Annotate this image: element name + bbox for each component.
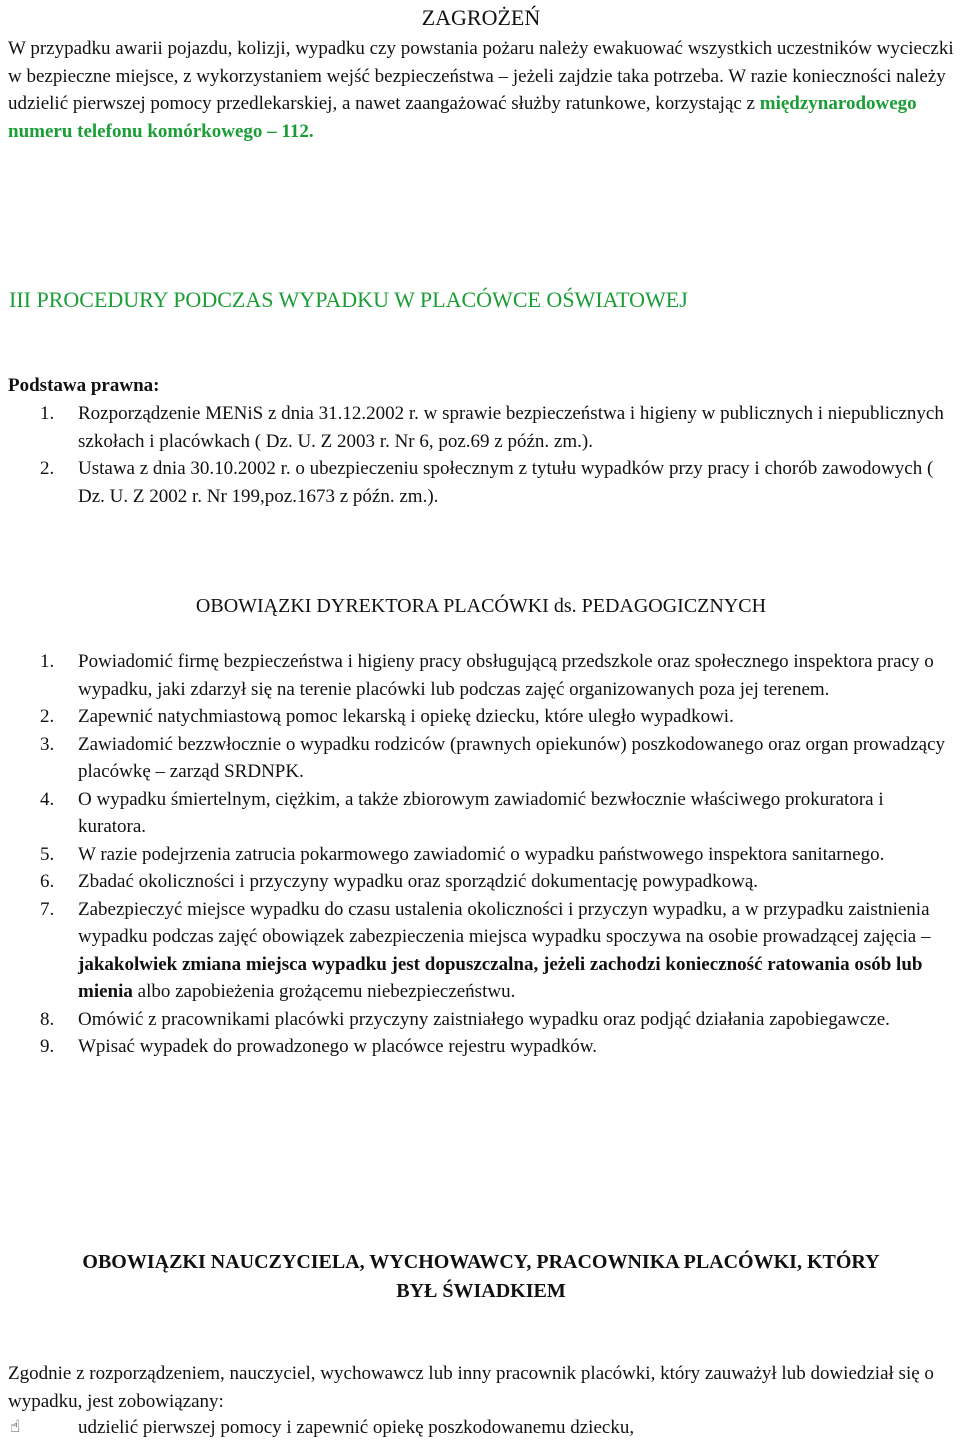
list-item bbox=[8, 1414, 954, 1442]
item-number: 5. bbox=[40, 843, 55, 865]
teacher-duties-heading bbox=[8, 1248, 954, 1306]
director-duties-list bbox=[8, 648, 954, 1061]
item-number: 2. bbox=[40, 458, 55, 479]
list-item bbox=[8, 400, 954, 455]
item-text-bold: jakakolwiek zmiana miejsca wypadku jest dopuszczalna, jeżeli zachodzi konieczność ratowania osób lub mienia bbox=[78, 953, 923, 1002]
item-text-post: albo zapobieżenia grożącemu niebezpieczeństwu. bbox=[132, 981, 516, 1002]
item-text: Powiadomić firmę bezpieczeństwa i higieny pracy obsługującą przedszkole oraz społecznego inspektora pracy o wypadku, jaki zdarzył się na terenie placówki lub podczas zajęć organizowanych poza jej terenem. bbox=[78, 651, 934, 700]
item-text: O wypadku śmiertelnym, ciężkim, a także zbiorowym zawiadomić bezwłocznie właściwego prokuratora i kuratora. bbox=[78, 788, 884, 837]
item-text-pre: Zabezpieczyć miejsce wypadku do czasu ustalenia okoliczności i przyczyn wypadku, a w przypadku zaistnienia wypadku podczas zajęć obowiązek zabezpieczenia miejsca wypadku spoczywa na osobie prowadzącej zajęcia – bbox=[78, 898, 931, 947]
top-heading: ZAGROŻEŃ bbox=[421, 5, 541, 30]
section-title: III PROCEDURY PODCZAS WYPADKU W PLACÓWCE OŚWIATOWEJ bbox=[9, 287, 688, 312]
item-number: 7. bbox=[40, 898, 55, 920]
item-number: 3. bbox=[40, 733, 55, 755]
item-number: 4. bbox=[40, 788, 55, 810]
list-item bbox=[8, 841, 954, 869]
list-item bbox=[8, 786, 954, 841]
list-item bbox=[8, 896, 954, 1006]
item-text: W razie podejrzenia zatrucia pokarmowego zawiadomić o wypadku państwowego inspektora sanitarnego. bbox=[78, 843, 885, 865]
teacher-duties-list bbox=[8, 1414, 954, 1442]
item-text: Zapewnić natychmiastową pomoc lekarską i opiekę dziecku, które uległo wypadkowi. bbox=[78, 706, 734, 727]
list-item bbox=[8, 455, 954, 510]
list-item bbox=[8, 731, 954, 786]
list-item bbox=[8, 648, 954, 703]
item-text: Omówić z pracownikami placówki przyczyny zaistniałego wypadku oraz podjąć działania zapobiegawcze. bbox=[78, 1008, 890, 1030]
item-number: 1. bbox=[40, 651, 55, 672]
item-text: Rozporządzenie MENiS z dnia 31.12.2002 r. w sprawie bezpieczeństwa i higieny w publicznych i niepublicznych szkołach i placówkach ( Dz. U. Z 2003 r. Nr 6, poz.69 z późn. zm.). bbox=[78, 403, 944, 452]
teacher-heading-line1: OBOWIĄZKI NAUCZYCIELA, WYCHOWAWCY, PRACOWNIKA PLACÓWKI, KTÓRY bbox=[82, 1251, 880, 1273]
item-number: 9. bbox=[40, 1036, 55, 1057]
pointing-hand-icon: ☝ bbox=[10, 1417, 21, 1437]
teacher-intro: Zgodnie z rozporządzeniem, nauczyciel, wychowawcz lub inny pracownik placówki, który zauważył lub dowiedział się o wypadku, jest zobowiązany: bbox=[8, 1363, 934, 1412]
director-duties-heading: OBOWIĄZKI DYREKTORA PLACÓWKI ds. PEDAGOGICZNYCH bbox=[195, 595, 767, 617]
item-text: Ustawa z dnia 30.10.2002 r. o ubezpieczeniu społecznym z tytułu wypadków przy pracy i chorób zawodowych ( Dz. U. Z 2002 r. Nr 199,poz.1673 z późn. zm.). bbox=[78, 458, 934, 507]
item-text: udzielić pierwszej pomocy i zapewnić opiekę poszkodowanemu dziecku, bbox=[78, 1417, 635, 1438]
legal-basis-list bbox=[8, 400, 954, 510]
list-item bbox=[8, 1033, 954, 1061]
item-text: Zawiadomić bezzwłocznie o wypadku rodziców (prawnych opiekunów) poszkodowanego oraz organ prowadzący placówkę – zarząd SRDNPK. bbox=[78, 733, 945, 782]
item-text: Wpisać wypadek do prowadzonego w placówce rejestru wypadków. bbox=[78, 1036, 597, 1057]
list-item bbox=[8, 1006, 954, 1034]
emergency-number-highlight: międzynarodowego numeru telefonu komórkowego – 112. bbox=[8, 93, 917, 142]
legal-basis-heading: Podstawa prawna: bbox=[8, 375, 160, 396]
intro-paragraph bbox=[8, 35, 954, 145]
list-item bbox=[8, 703, 954, 731]
item-number: 2. bbox=[40, 706, 55, 727]
item-number: 6. bbox=[40, 871, 55, 892]
item-number: 8. bbox=[40, 1008, 55, 1030]
item-text: Zbadać okoliczności i przyczyny wypadku oraz sporządzić dokumentację powypadkową. bbox=[78, 871, 759, 892]
item-number: 1. bbox=[40, 403, 55, 424]
teacher-heading-line2: BYŁ ŚWIADKIEM bbox=[396, 1280, 566, 1302]
list-item bbox=[8, 868, 954, 896]
intro-text: W przypadku awarii pojazdu, kolizji, wypadku czy powstania pożaru należy ewakuować wszystkich uczestników wycieczki w bezpieczne miejsce, z wykorzystaniem wejść bezpieczeństwa – jeżeli zajdzie taka potrzeba. W razie konieczności należy udzielić pierwszej pomocy przedlekarskiej, a nawet zaangażować służby ratunkowe, korzystając z bbox=[8, 38, 954, 114]
